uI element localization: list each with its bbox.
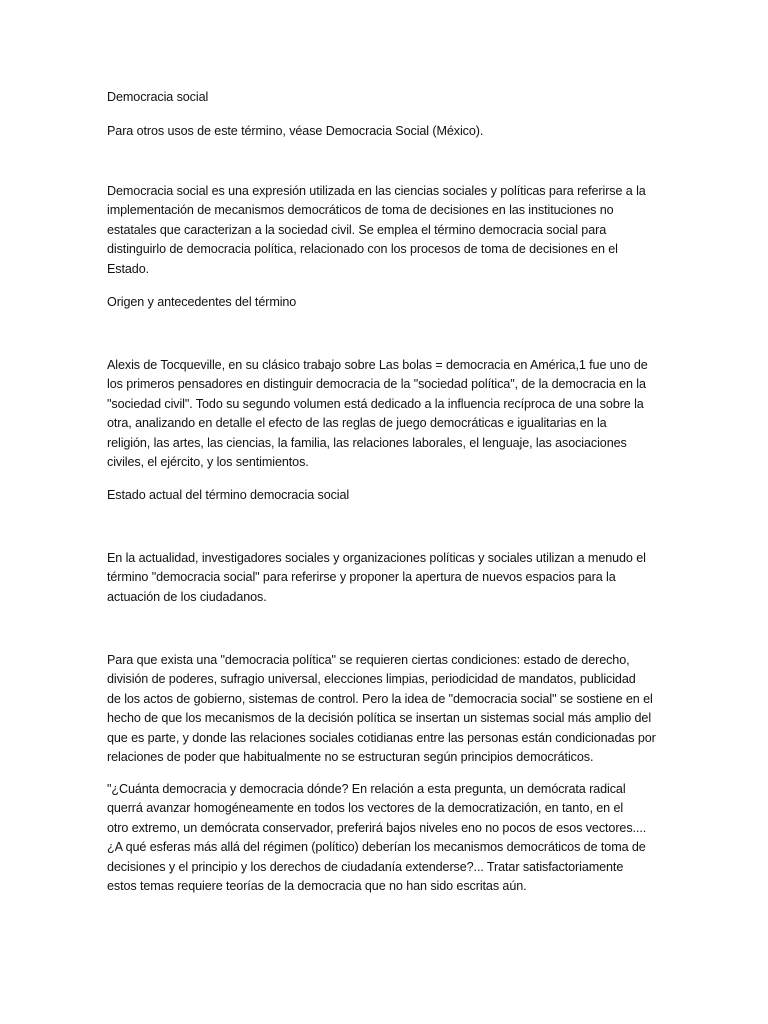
- paragraph-tocqueville: Alexis de Tocqueville, en su clásico trabajo sobre Las bolas = democracia en América,1 fue uno de los primeros pensadores en distinguir democracia de la "sociedad política", de la democracia en la "sociedad civil". Todo su segundo volumen está dedicado a la influencia recíproca de una sobre la otra, analizando en detalle el efecto de las reglas de juego democráticas e igualitarias en la religión, las artes, las ciencias, la familia, las relaciones laborales, el lenguaje, las asociaciones civiles, el ejército, y los sentimientos.: [107, 358, 648, 470]
- paragraph-political-democracy: Para que exista una "democracia política" se requieren ciertas condiciones: estado de derecho, división de poderes, sufragio universal, elecciones limpias, periodicidad de mandatos, publicidad de los actos de gobierno, sistemas de control. Pero la idea de "democracia social" se sostiene en el hecho de que los mecanismos de la decisión política se insertan un sistemas social más amplio del que es parte, y donde las relaciones sociales cotidianas entre las personas están condicionadas por relaciones de poder que habitualmente no se estructuran según principios democráticos.: [107, 653, 656, 765]
- document-title: Democracia social: [107, 90, 209, 104]
- paragraph-quote: "¿Cuánta democracia y democracia dónde? En relación a esta pregunta, un demócrata radical querrá avanzar homogéneamente en todos los vectores de la democratización, en tanto, en el otro extremo, un demócrata conservador, preferirá bajos niveles eno no pocos de esos vectores.... ¿A qué esferas más allá del régimen (político) deberían los mecanismos democráticos de toma de decisiones y el principio y los derechos de ciudadanía extenderse?... Tratar satisfactoriamente estos temas requiere teorías de la democracia que no han sido escritas aún.: [107, 782, 647, 894]
- paragraph-definition: Democracia social es una expresión utilizada en las ciencias sociales y políticas para referirse a la implementación de mecanismos democráticos de toma de decisiones en las instituciones no estatales que caracterizan a la sociedad civil. Se emplea el término democracia social para distinguirlo de democracia política, relacionado con los procesos de toma de decisiones en el Estado.: [107, 184, 646, 276]
- section-heading-current-state: Estado actual del término democracia social: [107, 488, 350, 502]
- paragraph-current-usage: En la actualidad, investigadores sociales y organizaciones políticas y sociales utilizan a menudo el término "democracia social" para referirse y proponer la apertura de nuevos espacios para la actuación de los ciudadanos.: [107, 551, 646, 604]
- section-heading-origin: Origen y antecedentes del término: [107, 295, 297, 309]
- disambiguation-note: Para otros usos de este término, véase Democracia Social (México).: [107, 124, 484, 138]
